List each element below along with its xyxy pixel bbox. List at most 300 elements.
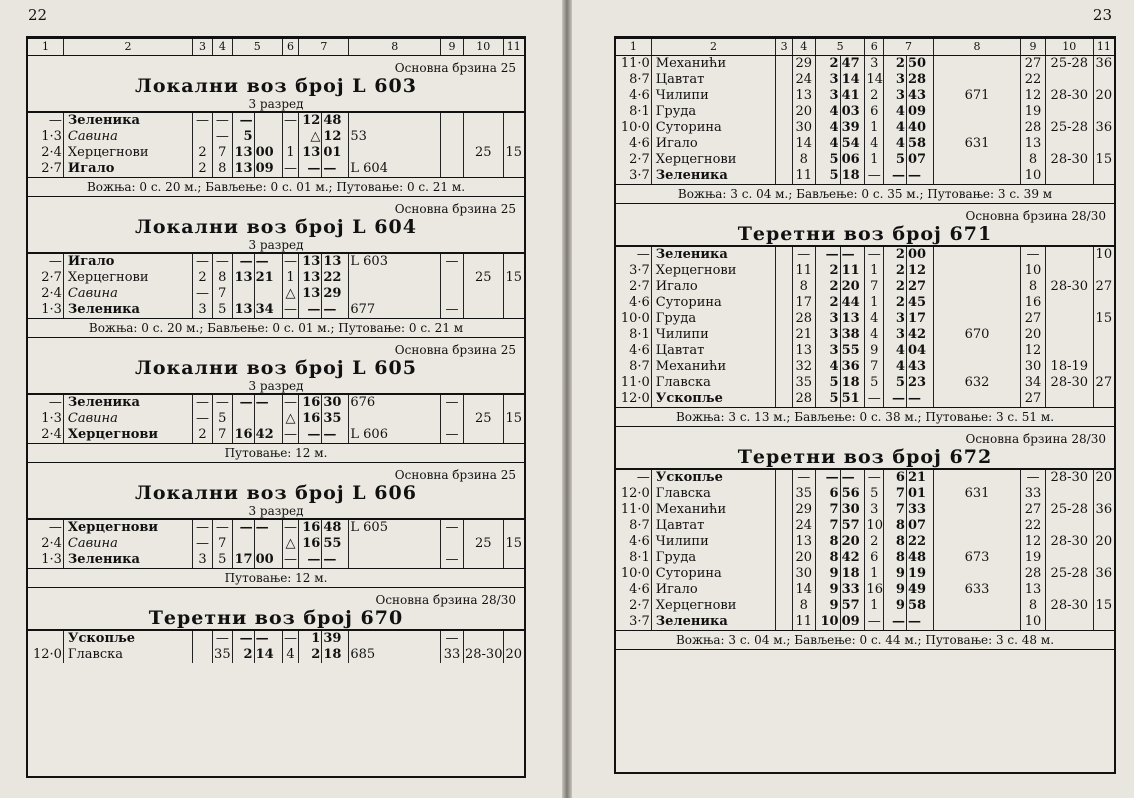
- departure-minute: 17: [906, 311, 933, 327]
- time-cell: 7: [212, 145, 232, 161]
- speed-cell: [464, 302, 504, 318]
- connection-cell: [933, 168, 1020, 184]
- train-title: Локални воз број L 604: [135, 216, 417, 238]
- station-name: Суторина: [651, 566, 776, 582]
- table-row: [28, 394, 524, 411]
- arrival-hour: —: [232, 253, 254, 270]
- station-name: Груда: [651, 550, 776, 566]
- speed-cell: [1045, 263, 1093, 279]
- distance-cell: —: [441, 394, 464, 411]
- departure-minute: —: [322, 427, 349, 443]
- speed-cell: 28-30: [1045, 152, 1093, 168]
- station-name: Херцегнови: [63, 519, 192, 536]
- table-row: [616, 104, 1114, 120]
- table-row: [616, 311, 1114, 327]
- dwell-cell: —: [284, 552, 298, 567]
- departure-minute: 48: [322, 519, 349, 536]
- dwell-cell: 7: [865, 359, 884, 375]
- table-row: [616, 550, 1114, 566]
- departure-minute: 30: [322, 394, 349, 411]
- departure-hour: 9: [884, 566, 907, 582]
- load-cell: [503, 302, 524, 318]
- speed-cell: 28-30: [1045, 534, 1093, 550]
- timetable-section: [616, 204, 1114, 427]
- connection-cell: [349, 552, 441, 568]
- arrival-minute: 41: [840, 88, 865, 104]
- arrival-hour: 8: [815, 534, 840, 550]
- runtime-cell: 30: [792, 120, 815, 136]
- connection-cell: [349, 411, 441, 427]
- speed-cell: [1045, 327, 1093, 343]
- station-name: Игало: [63, 161, 192, 177]
- runtime-cell: 13: [792, 343, 815, 359]
- speed-cell: 25: [464, 411, 504, 427]
- trip-summary: Путовање: 12 м.: [28, 568, 524, 588]
- column-header: 1 2 3 4 5 6 7 8 9 10 11: [616, 38, 1114, 56]
- connection-cell: L 604: [349, 161, 441, 177]
- departure-hour: 4: [884, 136, 907, 152]
- departure-minute: 13: [322, 253, 349, 270]
- station-name: Херцегнови: [63, 145, 192, 161]
- speed-cell: [1045, 582, 1093, 598]
- column-header: 1 2 3 4 5 6 7 8 9 10 11: [28, 38, 524, 56]
- schedule-table: [616, 56, 1114, 184]
- runtime-cell: 20: [792, 104, 815, 120]
- km-cell: 4·6: [629, 582, 650, 597]
- speed-cell: 28-30: [1045, 598, 1093, 614]
- km-cell: 1·3: [41, 552, 62, 567]
- dwell-cell: 1: [865, 120, 884, 136]
- speed-cell: [1045, 136, 1093, 152]
- runtime-cell: 8: [792, 279, 815, 295]
- right-page: [572, 0, 1134, 798]
- km-cell: 11·0: [620, 502, 650, 517]
- load-cell: 20: [1093, 469, 1114, 486]
- departure-hour: 6: [884, 469, 907, 486]
- table-row: [616, 120, 1114, 136]
- class-label: 3 разред: [248, 504, 304, 518]
- arrival-minute: 57: [840, 518, 865, 534]
- km-cell: 1·3: [41, 302, 62, 317]
- time-cell: 2: [193, 145, 213, 161]
- departure-hour: 1: [299, 630, 322, 647]
- time-cell: 7: [212, 427, 232, 443]
- connection-cell: [933, 263, 1020, 279]
- dwell-cell: —: [865, 614, 884, 630]
- km-cell: 10·0: [620, 566, 650, 581]
- distance-cell: 22: [1021, 72, 1046, 88]
- speed-cell: [464, 630, 504, 647]
- table-row: [616, 534, 1114, 550]
- distance-cell: 10: [1021, 168, 1046, 184]
- time-cell: —: [193, 394, 213, 411]
- connection-cell: 632: [933, 375, 1020, 391]
- distance-cell: 10: [1021, 263, 1046, 279]
- load-cell: [503, 519, 524, 536]
- departure-hour: 4: [884, 359, 907, 375]
- distance-cell: —: [1021, 246, 1046, 263]
- connection-cell: [933, 246, 1020, 263]
- station-name: Чилипи: [651, 88, 776, 104]
- time-cell: —: [212, 519, 232, 536]
- table-row: [616, 295, 1114, 311]
- distance-cell: 27: [1021, 391, 1046, 407]
- trip-summary: Вожња: 0 с. 20 м.; Бављење: 0 с. 01 м.; Путовање: 0 с. 21 м: [28, 318, 524, 338]
- time-cell: [193, 630, 213, 647]
- time-cell: 8: [212, 270, 232, 286]
- time-cell: 7: [212, 536, 232, 552]
- departure-hour: 16: [299, 519, 322, 536]
- station-name: Груда: [651, 311, 776, 327]
- arrival-minute: 09: [840, 614, 865, 630]
- table-row: [616, 598, 1114, 614]
- base-speed-label: Основна брзина 25: [394, 468, 516, 482]
- load-cell: [503, 112, 524, 129]
- distance-cell: [441, 270, 464, 286]
- load-cell: 15: [1093, 598, 1114, 614]
- arrival-hour: 13: [232, 161, 254, 177]
- table-row: [616, 136, 1114, 152]
- speed-cell: [464, 161, 504, 177]
- station-name: Савина: [63, 286, 192, 302]
- station-name: Главска: [651, 375, 776, 391]
- arrival-hour: 5: [815, 375, 840, 391]
- speed-cell: 25-28: [1045, 502, 1093, 518]
- distance-cell: 27: [1021, 56, 1046, 72]
- arrival-minute: [254, 286, 282, 302]
- dwell-cell: 1: [282, 270, 299, 286]
- departure-minute: 04: [906, 343, 933, 359]
- timetable-frame: [614, 36, 1116, 774]
- arrival-minute: 54: [840, 136, 865, 152]
- time-cell: —: [193, 286, 213, 302]
- time-cell: —: [212, 630, 232, 647]
- dwell-cell: 5: [865, 486, 884, 502]
- departure-hour: 13: [299, 286, 322, 302]
- arrival-minute: —: [254, 253, 282, 270]
- station-name: Херцегнови: [63, 427, 192, 443]
- station-name: Суторина: [651, 295, 776, 311]
- load-cell: 20: [1093, 88, 1114, 104]
- station-name: Цавтат: [651, 518, 776, 534]
- distance-cell: [441, 536, 464, 552]
- km-cell: 1·3: [41, 411, 62, 426]
- arrival-hour: 9: [815, 598, 840, 614]
- departure-hour: 5: [884, 152, 907, 168]
- distance-cell: 28: [1021, 120, 1046, 136]
- table-row: [616, 327, 1114, 343]
- arrival-hour: 4: [815, 136, 840, 152]
- station-name: Зеленика: [63, 552, 192, 568]
- arrival-hour: 7: [815, 518, 840, 534]
- station-name: Игало: [63, 253, 192, 270]
- km-cell: 3·7: [629, 168, 650, 183]
- station-name: Главска: [651, 486, 776, 502]
- departure-hour: 5: [884, 375, 907, 391]
- arrival-minute: 36: [840, 359, 865, 375]
- distance-cell: 33: [1021, 486, 1046, 502]
- km-cell: 2·4: [41, 145, 62, 160]
- blank-cell: [776, 566, 793, 582]
- distance-cell: [441, 112, 464, 129]
- departure-minute: —: [906, 614, 933, 630]
- arrival-minute: —: [840, 469, 865, 486]
- arrival-minute: 14: [254, 647, 282, 663]
- dwell-cell: —: [284, 254, 298, 269]
- arrival-hour: 13: [232, 270, 254, 286]
- departure-hour: —: [884, 391, 907, 407]
- station-name: Ускопље: [63, 630, 192, 647]
- speed-cell: 25: [464, 536, 504, 552]
- table-row: [616, 566, 1114, 582]
- departure-minute: 00: [906, 246, 933, 263]
- departure-hour: 9: [884, 598, 907, 614]
- connection-cell: 633: [933, 582, 1020, 598]
- km-cell: 2·7: [629, 598, 650, 613]
- table-row: [28, 129, 524, 145]
- table-row: [28, 286, 524, 302]
- table-row: [616, 375, 1114, 391]
- load-cell: 15: [1093, 152, 1114, 168]
- blank-cell: [776, 534, 793, 550]
- distance-cell: 22: [1021, 518, 1046, 534]
- class-label: 3 разред: [248, 379, 304, 393]
- timetable-section: [616, 56, 1114, 204]
- departure-hour: 3: [884, 311, 907, 327]
- km-cell: 2·7: [629, 152, 650, 167]
- departure-minute: 07: [906, 518, 933, 534]
- arrival-minute: 39: [840, 120, 865, 136]
- departure-hour: 16: [299, 536, 322, 552]
- arrival-hour: 5: [815, 168, 840, 184]
- runtime-cell: 28: [792, 311, 815, 327]
- distance-cell: 30: [1021, 359, 1046, 375]
- departure-minute: —: [322, 302, 349, 318]
- arrival-hour: 5: [815, 152, 840, 168]
- class-label: 3 разред: [248, 97, 304, 111]
- runtime-cell: 13: [792, 88, 815, 104]
- arrival-hour: 5: [815, 391, 840, 407]
- station-name: Херцегнови: [651, 598, 776, 614]
- runtime-cell: —: [792, 469, 815, 486]
- runtime-cell: 20: [792, 550, 815, 566]
- load-cell: [1093, 343, 1114, 359]
- blank-cell: [776, 550, 793, 566]
- dwell-cell: —: [865, 246, 884, 263]
- timetable-section: [28, 197, 524, 338]
- arrival-hour: [232, 411, 254, 427]
- speed-cell: [1045, 72, 1093, 88]
- train-title: Теретни воз број 671: [737, 223, 993, 245]
- distance-cell: 12: [1021, 88, 1046, 104]
- time-cell: —: [212, 112, 232, 129]
- arrival-hour: 3: [815, 72, 840, 88]
- departure-hour: —: [299, 427, 322, 443]
- arrival-hour: —: [232, 519, 254, 536]
- distance-cell: 19: [1021, 104, 1046, 120]
- dwell-cell: 1: [865, 295, 884, 311]
- load-cell: [1093, 614, 1114, 630]
- departure-minute: 29: [322, 286, 349, 302]
- departure-minute: 58: [906, 136, 933, 152]
- dwell-cell: [282, 129, 299, 145]
- speed-cell: [1045, 311, 1093, 327]
- load-cell: [1093, 359, 1114, 375]
- table-row: [28, 112, 524, 129]
- time-cell: [193, 647, 213, 663]
- schedule-table: [28, 393, 524, 443]
- km-cell: 3·7: [629, 614, 650, 629]
- arrival-minute: 18: [840, 375, 865, 391]
- km-cell: 8·1: [629, 104, 650, 119]
- arrival-minute: 51: [840, 391, 865, 407]
- runtime-cell: 29: [792, 502, 815, 518]
- station-name: Зеленика: [651, 246, 776, 263]
- station-name: Зеленика: [63, 394, 192, 411]
- arrival-hour: 7: [815, 502, 840, 518]
- speed-cell: [464, 552, 504, 568]
- time-cell: 5: [212, 302, 232, 318]
- base-speed-label: Основна брзина 28/30: [375, 593, 516, 607]
- connection-cell: [933, 279, 1020, 295]
- km-cell: 8·1: [629, 550, 650, 565]
- km-cell: 4·6: [629, 295, 650, 310]
- arrival-hour: 2: [232, 647, 254, 663]
- dwell-cell: 1: [865, 566, 884, 582]
- connection-cell: 671: [933, 88, 1020, 104]
- time-cell: —: [212, 129, 232, 145]
- speed-cell: 28-30: [1045, 88, 1093, 104]
- station-name: Цавтат: [651, 72, 776, 88]
- arrival-minute: 34: [254, 302, 282, 318]
- table-row: [616, 168, 1114, 184]
- speed-cell: 25: [464, 145, 504, 161]
- arrival-hour: 9: [815, 566, 840, 582]
- time-cell: 35: [214, 647, 231, 662]
- blank-cell: [776, 502, 793, 518]
- time-cell: —: [212, 394, 232, 411]
- table-row: [28, 161, 524, 177]
- km-cell: 2·7: [41, 270, 62, 285]
- dwell-cell: 3: [865, 502, 884, 518]
- dwell-cell: —: [865, 469, 884, 486]
- departure-hour: 7: [884, 502, 907, 518]
- dwell-cell: 1: [865, 598, 884, 614]
- distance-cell: 20: [1021, 327, 1046, 343]
- station-name: Ускопље: [651, 391, 776, 407]
- blank-cell: [776, 263, 793, 279]
- load-cell: 36: [1093, 120, 1114, 136]
- blank-cell: [776, 120, 793, 136]
- arrival-hour: 8: [815, 550, 840, 566]
- connection-cell: [933, 566, 1020, 582]
- table-row: [616, 72, 1114, 88]
- distance-cell: —: [441, 630, 464, 647]
- dwell-cell: 4: [865, 136, 884, 152]
- blank-cell: [776, 486, 793, 502]
- departure-hour: —: [884, 614, 907, 630]
- km-cell: 2·4: [41, 427, 62, 442]
- blank-cell: [776, 327, 793, 343]
- departure-minute: 50: [906, 56, 933, 72]
- arrival-hour: 4: [815, 120, 840, 136]
- speed-cell: [1045, 518, 1093, 534]
- distance-cell: [441, 129, 464, 145]
- km-cell: —: [48, 520, 62, 535]
- connection-cell: 53: [349, 129, 441, 145]
- departure-minute: 01: [322, 145, 349, 161]
- blank-cell: [776, 136, 793, 152]
- connection-cell: [933, 343, 1020, 359]
- departure-hour: 13: [299, 145, 322, 161]
- time-cell: 5: [212, 411, 232, 427]
- dwell-cell: 3: [865, 56, 884, 72]
- km-cell: 8·1: [629, 327, 650, 342]
- load-cell: [1093, 582, 1114, 598]
- connection-cell: [933, 534, 1020, 550]
- arrival-hour: [232, 536, 254, 552]
- connection-cell: L 606: [349, 427, 441, 443]
- load-cell: 15: [503, 145, 524, 161]
- connection-cell: 670: [933, 327, 1020, 343]
- table-row: [616, 359, 1114, 375]
- connection-cell: [933, 614, 1020, 630]
- km-cell: —: [48, 395, 62, 410]
- connection-cell: [933, 469, 1020, 486]
- speed-cell: [1045, 550, 1093, 566]
- speed-cell: [464, 253, 504, 270]
- table-row: [28, 647, 524, 663]
- departure-hour: 13: [299, 253, 322, 270]
- connection-cell: [933, 391, 1020, 407]
- table-row: [616, 152, 1114, 168]
- arrival-minute: 55: [840, 343, 865, 359]
- time-cell: 7: [212, 286, 232, 302]
- time-cell: —: [212, 253, 232, 270]
- table-row: [616, 518, 1114, 534]
- schedule-table: [28, 518, 524, 568]
- arrival-hour: 2: [815, 279, 840, 295]
- speed-cell: [464, 286, 504, 302]
- dwell-cell: 6: [865, 550, 884, 566]
- km-cell: —: [636, 470, 650, 485]
- connection-cell: [933, 502, 1020, 518]
- load-cell: 15: [503, 411, 524, 427]
- departure-minute: 09: [906, 104, 933, 120]
- arrival-minute: 20: [840, 534, 865, 550]
- arrival-minute: 38: [840, 327, 865, 343]
- arrival-minute: —: [840, 246, 865, 263]
- dwell-cell: △: [282, 286, 299, 302]
- departure-hour: —: [299, 302, 322, 318]
- distance-cell: 12: [1021, 534, 1046, 550]
- dwell-cell: 5: [865, 375, 884, 391]
- connection-cell: 673: [933, 550, 1020, 566]
- speed-cell: [1045, 168, 1093, 184]
- runtime-cell: 28: [792, 391, 815, 407]
- connection-cell: [933, 295, 1020, 311]
- arrival-minute: 56: [840, 486, 865, 502]
- dwell-cell: 7: [865, 279, 884, 295]
- blank-cell: [776, 582, 793, 598]
- speed-cell: [1045, 614, 1093, 630]
- distance-cell: [441, 286, 464, 302]
- arrival-hour: 2: [815, 295, 840, 311]
- load-cell: [503, 427, 524, 443]
- table-row: [28, 302, 524, 318]
- blank-cell: [776, 343, 793, 359]
- km-cell: 8·7: [629, 359, 650, 374]
